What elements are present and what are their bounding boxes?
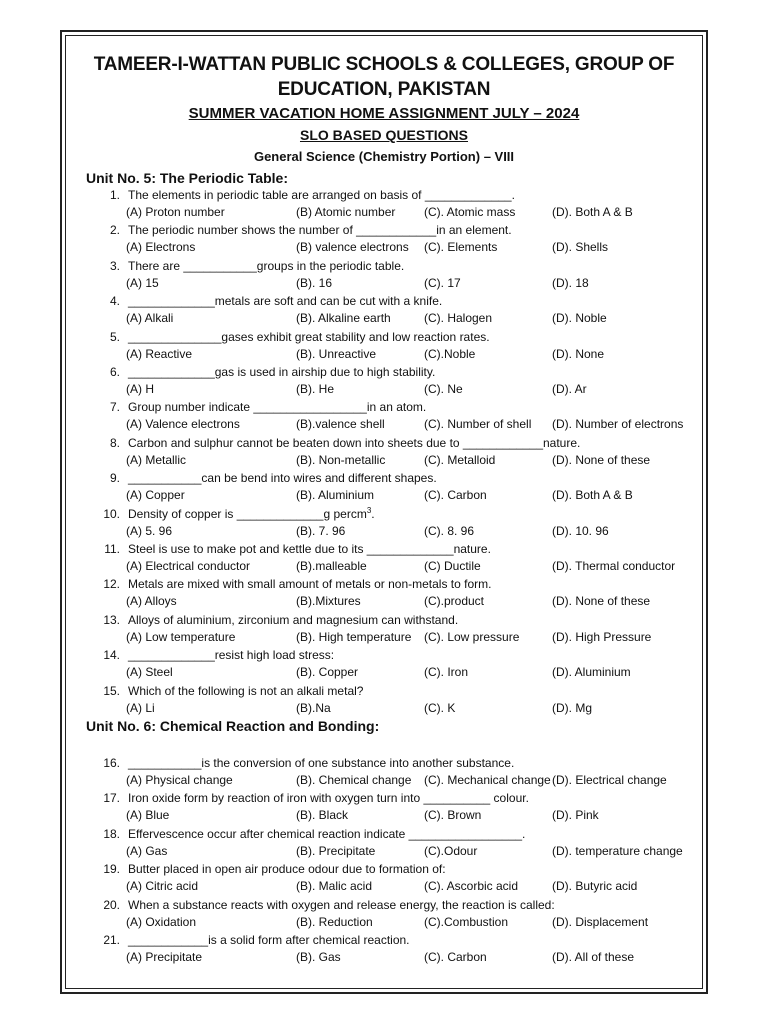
option-b: (B). 7. 96 — [296, 523, 346, 538]
option-c: (C). Mechanical change — [424, 773, 551, 787]
assignment-title: SUMMER VACATION HOME ASSIGNMENT JULY – 2024 — [188, 105, 580, 122]
question-text — [128, 507, 375, 521]
question-text: Which of the following is not an alkali metal? — [128, 683, 364, 698]
question-text-part: Density of copper is _____________g percm — [128, 506, 367, 521]
option-b: (B). 16 — [296, 275, 333, 290]
unit-superscript: 3 — [366, 505, 372, 515]
question-number: 3. — [109, 258, 120, 273]
option-c: (C). K — [424, 700, 456, 715]
question-text: _____________resist high load stress: — [128, 648, 335, 663]
option-d: (D). None of these — [552, 452, 651, 467]
question-text: Butter placed in open air produce odour due to formation of: — [128, 862, 446, 877]
option-c: (C).Combustion — [424, 914, 509, 929]
option-b: (B). Malic acid — [296, 879, 373, 894]
question-number: 14. — [103, 648, 120, 663]
question-text: Effervescence occur after chemical reaction indicate _________________. — [128, 826, 526, 841]
option-c: (C) Ductile — [424, 559, 481, 573]
question-number: 9. — [109, 471, 120, 486]
option-a: (A) 15 — [126, 275, 159, 290]
question-number: 11. — [104, 542, 120, 556]
question-number: 8. — [109, 435, 120, 450]
option-b: (B). Copper — [296, 665, 359, 680]
question-number: 2. — [109, 223, 120, 238]
unit6-heading: Unit No. 6: Chemical Reaction and Bonding: — [86, 718, 380, 734]
option-a: (A) Alloys — [126, 594, 177, 609]
question-text: ______________gases exhibit great stability and low reaction rates. — [128, 329, 490, 344]
school-title-line2: EDUCATION, PAKISTAN — [277, 79, 491, 100]
question-text: ___________can be bend into wires and different shapes. — [128, 471, 437, 486]
option-a: (A) Li — [126, 700, 155, 715]
option-a: (A) Copper — [126, 488, 185, 503]
question-number: 21. — [103, 933, 120, 947]
option-c: (C).Noble — [424, 346, 476, 361]
option-a: (A) Low temperature — [126, 629, 236, 644]
question-number: 13. — [103, 612, 120, 627]
option-b: (B). He — [296, 382, 335, 396]
unit5-heading: Unit No. 5: The Periodic Table: — [86, 170, 288, 186]
option-a: (A) 5. 96 — [126, 523, 173, 538]
option-a: (A) Electrical conductor — [126, 559, 251, 573]
option-a: (A) Precipitate — [126, 950, 203, 964]
question-text: When a substance reacts with oxygen and release energy, the reaction is called: — [128, 897, 555, 912]
question-number: 1. — [109, 188, 120, 202]
question-text: _____________gas is used in airship due to high stability. — [128, 365, 436, 379]
option-d: (D). None of these — [552, 594, 651, 609]
option-d: (D). Ar — [552, 382, 587, 396]
option-d: (D). 10. 96 — [552, 523, 609, 538]
option-c: (C). Carbon — [424, 950, 487, 964]
option-d: (D). Mg — [552, 700, 592, 715]
option-c: (C). Low pressure — [424, 629, 520, 644]
option-c: (C). Ascorbic acid — [424, 879, 519, 894]
option-c: (C). Brown — [424, 808, 482, 823]
option-d: (D). Aluminium — [552, 665, 631, 680]
question-text: Group number indicate _________________in an atom. — [128, 400, 427, 415]
slo-title: SLO BASED QUESTIONS — [299, 127, 469, 143]
option-d: (D). None — [552, 346, 605, 361]
question-number: 7. — [109, 400, 120, 415]
option-a: (A) Metallic — [126, 452, 187, 467]
option-a: (A) Proton number — [126, 205, 225, 219]
option-d: (D). Butyric acid — [552, 879, 638, 894]
option-b: (B). Aluminium — [296, 488, 375, 503]
option-b: (B). Gas — [296, 950, 341, 964]
option-d: (D). Electrical change — [552, 773, 667, 787]
option-a: (A) Oxidation — [126, 914, 197, 929]
option-b: (B). Alkaline earth — [296, 311, 391, 326]
question-number: 16. — [103, 756, 120, 770]
option-d: (D). Thermal conductor — [552, 559, 676, 573]
question-text: Steel is use to make pot and kettle due to its _____________nature. — [128, 542, 491, 556]
option-d: (D). Displacement — [552, 914, 649, 929]
option-c: (C). Elements — [424, 240, 498, 255]
question-number: 6. — [109, 365, 120, 379]
question-number: 5. — [109, 329, 120, 344]
option-a: (A) Gas — [126, 843, 168, 858]
option-d: (D). Both A & B — [552, 205, 633, 219]
option-d: (D). Noble — [552, 311, 607, 326]
question-text: Metals are mixed with small amount of metals or non-metals to form. — [128, 577, 492, 592]
option-b: (B) valence electrons — [296, 240, 409, 255]
question-number: 4. — [109, 294, 120, 309]
question-number: 20. — [103, 897, 120, 912]
question-number: 15. — [103, 683, 120, 698]
option-b: (B). Precipitate — [296, 843, 376, 858]
option-d: (D). High Pressure — [552, 629, 652, 644]
option-c: (C). Ne — [424, 382, 463, 396]
question-text: ___________is the conversion of one substance into another substance. — [128, 756, 515, 770]
question-number: 19. — [103, 862, 120, 877]
option-b: (B) Atomic number — [296, 205, 396, 219]
option-a: (A) Valence electrons — [126, 417, 240, 432]
option-d: (D). All of these — [552, 950, 635, 964]
option-d: (D). Number of electrons — [552, 417, 684, 432]
option-b: (B). Unreactive — [296, 346, 377, 361]
option-c: (C). 17 — [424, 275, 461, 290]
question-text: Carbon and sulphur cannot be beaten down into sheets due to ____________nature. — [128, 435, 581, 450]
option-a: (A) Electrons — [126, 240, 196, 255]
question-text: The periodic number shows the number of ____________in an element. — [128, 223, 512, 238]
option-a: (A) Blue — [126, 808, 170, 823]
option-d: (D). 18 — [552, 275, 589, 290]
option-d: (D). Both A & B — [552, 488, 633, 503]
option-c: (C). Carbon — [424, 488, 487, 503]
option-d: (D). Pink — [552, 808, 599, 823]
option-b: (B).valence shell — [296, 417, 385, 432]
option-b: (B). Non-metallic — [296, 452, 386, 467]
option-a: (A) Steel — [126, 665, 173, 680]
option-c: (C). Metalloid — [424, 452, 496, 467]
option-a: (A) Physical change — [126, 773, 233, 787]
question-number: 18. — [103, 826, 120, 841]
option-c: (C).Odour — [424, 843, 478, 858]
question-number: 12. — [103, 577, 120, 592]
option-a: (A) Alkali — [126, 311, 174, 326]
option-d: (D). temperature change — [552, 843, 683, 858]
option-c: (C). Halogen — [424, 311, 493, 326]
option-c: (C). Number of shell — [424, 417, 532, 432]
question-number: 17. — [103, 791, 120, 806]
question-text: Iron oxide form by reaction of iron with oxygen turn into __________ colour. — [128, 791, 529, 806]
question-text: There are ___________groups in the periodic table. — [128, 258, 405, 273]
option-d: (D). Shells — [552, 240, 609, 255]
option-c: (C). Atomic mass — [424, 205, 516, 219]
option-b: (B). Chemical change — [296, 773, 412, 787]
question-number: 10. — [103, 506, 120, 521]
option-a: (A) H — [126, 382, 154, 396]
question-text: _____________metals are soft and can be cut with a knife. — [128, 294, 443, 309]
question-text: ____________is a solid form after chemical reaction. — [128, 933, 410, 947]
question-text: The elements in periodic table are arranged on basis of _____________. — [128, 188, 515, 202]
option-c: (C). Iron — [424, 665, 469, 680]
question-text-part: . — [371, 506, 375, 521]
option-b: (B). High temperature — [296, 629, 412, 644]
option-c: (C). 8. 96 — [424, 523, 475, 538]
option-b: (B).Na — [296, 700, 331, 715]
option-c: (C).product — [424, 594, 485, 609]
assignment-page — [66, 36, 702, 988]
school-title-line1: TAMEER-I-WATTAN PUBLIC SCHOOLS & COLLEGES, GROUP OF — [93, 54, 675, 75]
option-b: (B). Reduction — [296, 914, 373, 929]
option-a: (A) Citric acid — [126, 879, 199, 894]
option-a: (A) Reactive — [126, 346, 193, 361]
subject-title: General Science (Chemistry Portion) – VIII — [253, 149, 515, 164]
question-text: Alloys of aluminium, zirconium and magnesium can withstand. — [128, 612, 459, 627]
option-b: (B).Mixtures — [296, 594, 361, 609]
option-b: (B). Black — [296, 808, 349, 823]
option-b: (B).malleable — [296, 559, 367, 573]
